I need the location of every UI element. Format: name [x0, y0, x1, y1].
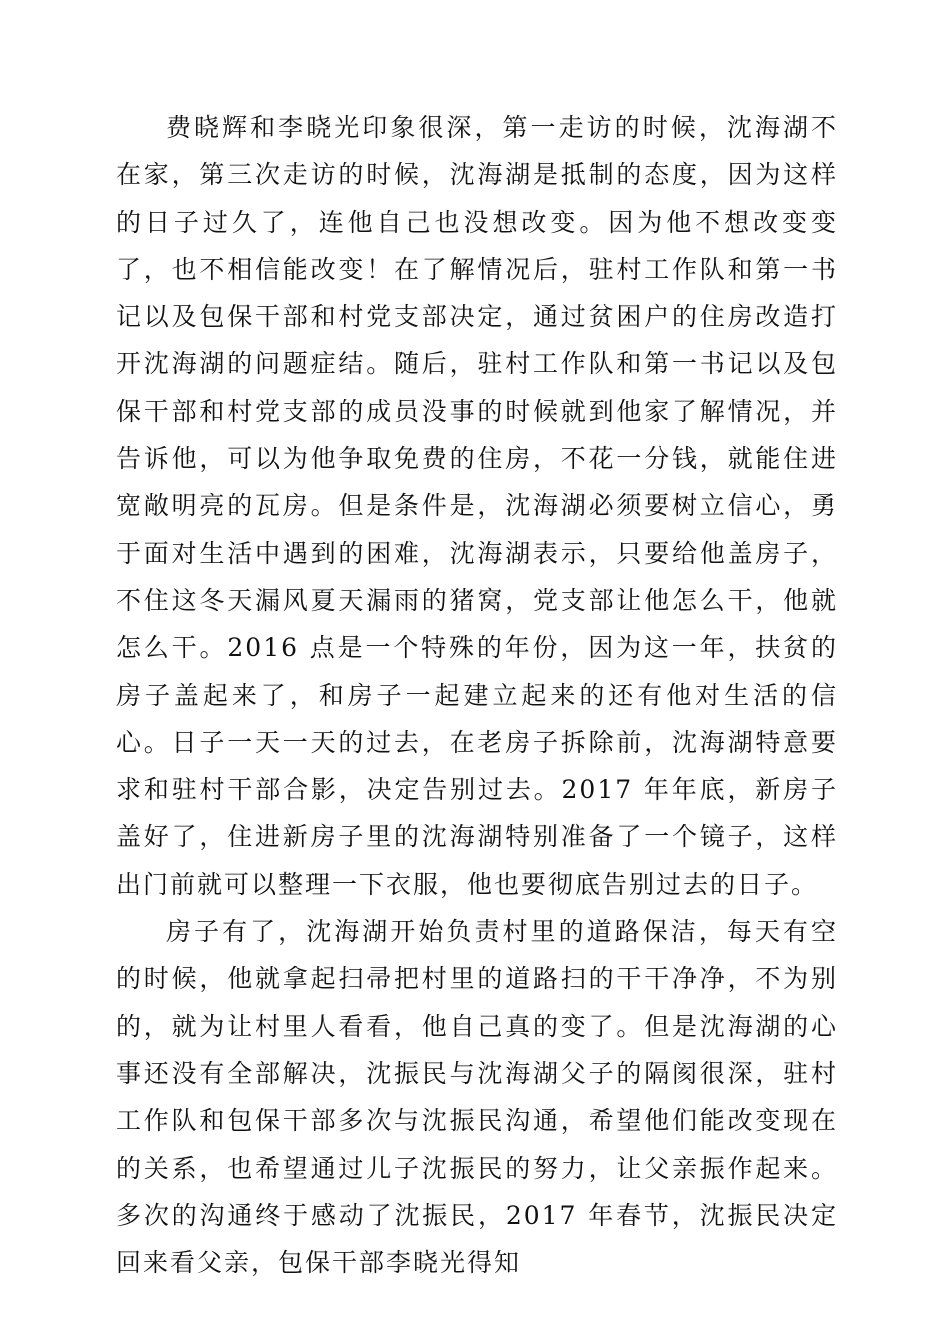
document-page	[116, 104, 838, 1286]
paragraph-2: 房子有了，沈海湖开始负责村里的道路保洁，每天有空的时候，他就拿起扫帚把村里的道路扫的干干净净，不为别的，就为让村里人看看，他自己真的变了。但是沈海湖的心事还没有全部解决，沈振民与沈海湖父子的隔阂很深，驻村工作队和包保干部多次与沈振民沟通，希望他们能改变现在的关系，也希望通过儿子沈振民的努力，让父亲振作起来。多次的沟通终于感动了沈振民，2017 年春节，沈振民决定回来看父亲，包保干部李晓光得知	[116, 917, 838, 1278]
paragraph-1: 费晓辉和李晓光印象很深，第一走访的时候，沈海湖不在家，第三次走访的时候，沈海湖是抵制的态度，因为这样的日子过久了，连他自己也没想改变。因为他不想改变变了，也不相信能改变！在了解情况后，驻村工作队和第一书记以及包保干部和村党支部决定，通过贫困户的住房改造打开沈海湖的问题症结。随后，驻村工作队和第一书记以及包保干部和村党支部的成员没事的时候就到他家了解情况，并告诉他，可以为他争取免费的住房，不花一分钱，就能住进宽敞明亮的瓦房。但是条件是，沈海湖必须要树立信心，勇于面对生活中遇到的困难，沈海湖表示，只要给他盖房子，不住这冬天漏风夏天漏雨的猪窝，党支部让他怎么干，他就怎么干。2016 点是一个特殊的年份，因为这一年，扶贫的房子盖起来了，和房子一起建立起来的还有他对生活的信心。日子一天一天的过去，在老房子拆除前，沈海湖特意要求和驻村干部合影，决定告别过去。2017 年年底，新房子盖好了，住进新房子里的沈海湖特别准备了一个镜子，这样出门前就可以整理一下衣服，他也要彻底告别过去的日子。	[116, 113, 838, 899]
